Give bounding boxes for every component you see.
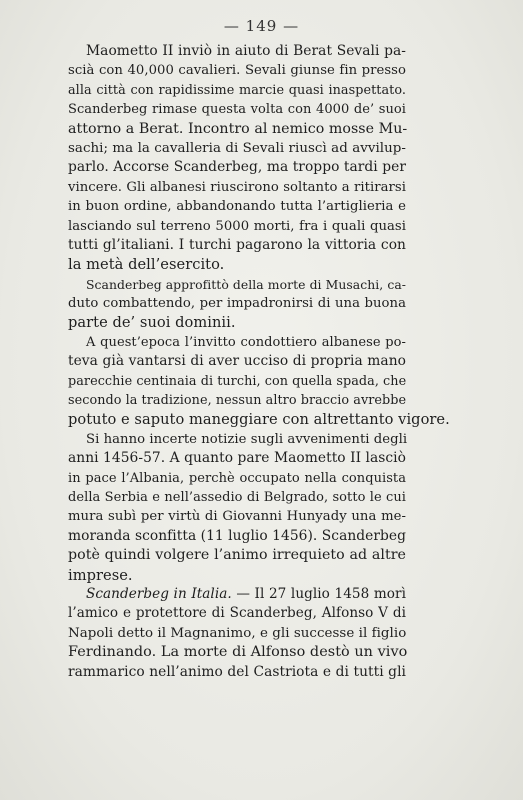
text-line	[68, 566, 406, 585]
text-line	[68, 449, 406, 468]
line-text: vincere. Gli albanesi riuscirono soltanto a ritirarsi	[68, 179, 406, 195]
line-text: moranda sconfitta (11 luglio 1456). Scanderbeg	[68, 527, 407, 544]
text-line	[68, 372, 406, 391]
line-text: l’amico e protettore di Scanderbeg, Alfonso V di	[68, 605, 406, 622]
text-line	[68, 430, 406, 449]
line-text: lasciando sul terreno 5000 morti, fra i quali quasi	[68, 218, 406, 234]
line-text: Napoli detto il Magnanimo, e gli successe il figlio	[68, 625, 407, 641]
text-line	[68, 410, 450, 429]
line-text: A quest’epoca l’invitto condottiero albanese po-	[86, 334, 406, 350]
line-text: mura subì per virtù di Giovanni Hunyady una me-	[68, 509, 406, 525]
text-line	[68, 604, 406, 623]
line-text: duto combattendo, per impadronirsi di una buona	[68, 296, 406, 312]
text-line	[68, 158, 406, 177]
text-line	[68, 42, 406, 61]
line-text: secondo la tradizione, nessun altro braccio avrebbe	[68, 393, 407, 409]
text-line	[68, 120, 406, 139]
text-line	[68, 294, 406, 313]
line-text: sachi; ma la cavalleria di Sevali riuscì ad avvilup-	[68, 140, 406, 156]
text-line	[68, 255, 406, 274]
text-line	[68, 624, 406, 643]
line-text: Scanderbeg approfittò della morte di Musachi, ca-	[86, 276, 406, 292]
text-line	[68, 236, 406, 255]
text-line	[68, 488, 406, 507]
line-text: in pace l’Albania, perchè occupato nella conquista	[68, 470, 406, 486]
text-line	[68, 313, 406, 332]
line-text: attorno a Berat. Incontro al nemico mosse Mu-	[68, 120, 408, 137]
text-line	[68, 217, 406, 236]
line-text: Ferdinando. La morte di Alfonso destò un vivo	[68, 644, 408, 661]
line-text: la metà dell’esercito.	[68, 256, 225, 274]
text-line	[68, 61, 406, 80]
line-text: della Serbia e nell’assedio di Belgrado, sotto le cui	[68, 489, 406, 505]
line-text: parlo. Accorse Scanderbeg, ma troppo tardi per	[68, 159, 406, 176]
line-text: scià con 40,000 cavalieri. Sevali giunse fin presso	[68, 63, 406, 79]
line-text: — Il 27 luglio 1458 morì	[231, 585, 406, 602]
line-text: Maometto II inviò in aiuto di Berat Sevali pa-	[86, 43, 406, 59]
text-line	[68, 333, 406, 352]
line-text: potuto e saputo maneggiare con altrettanto vigore.	[68, 411, 450, 429]
line-text: anni 1456-57. A quanto pare Maometto II lasciò	[68, 450, 406, 467]
line-text: Scanderbeg rimase questa volta con 4000 de’ suoi	[68, 102, 406, 118]
text-line	[68, 139, 406, 158]
line-text: rammarico nell’animo del Castriota e di tutti gli	[68, 663, 406, 680]
text-line	[68, 391, 406, 410]
text-line	[68, 469, 406, 488]
text-line	[68, 81, 406, 100]
line-text: parecchie centinaia di turchi, con quella spada, che	[68, 373, 407, 389]
line-text: tutti gl’italiani. I turchi pagarono la vittoria con	[68, 236, 406, 253]
page-number: — 149 —	[223, 17, 300, 35]
text-line	[68, 352, 406, 371]
line-text: alla città con rapidissime marcie quasi inaspettato.	[68, 82, 406, 98]
line-text: Si hanno incerte notizie sugli avvenimenti degli	[86, 431, 408, 447]
text-line	[68, 643, 406, 662]
body-text	[68, 42, 450, 682]
text-line	[68, 275, 406, 294]
line-text: potè quindi volgere l’animo irrequieto ad altre	[68, 547, 406, 564]
text-line	[68, 585, 406, 604]
text-line	[68, 178, 406, 197]
text-line	[68, 100, 406, 119]
text-line	[68, 527, 406, 546]
line-text: in buon ordine, abbandonando tutta l’artiglieria e	[68, 199, 406, 215]
text-line	[68, 197, 406, 216]
text-line	[68, 663, 406, 682]
line-text: teva già vantarsi di aver ucciso di propria mano	[68, 353, 406, 370]
line-text: parte de’ suoi dominii.	[68, 314, 236, 332]
text-line	[68, 546, 406, 565]
section-heading: Scanderbeg in Italia.	[86, 585, 232, 602]
text-line	[68, 507, 406, 526]
line-text: imprese.	[68, 566, 133, 584]
